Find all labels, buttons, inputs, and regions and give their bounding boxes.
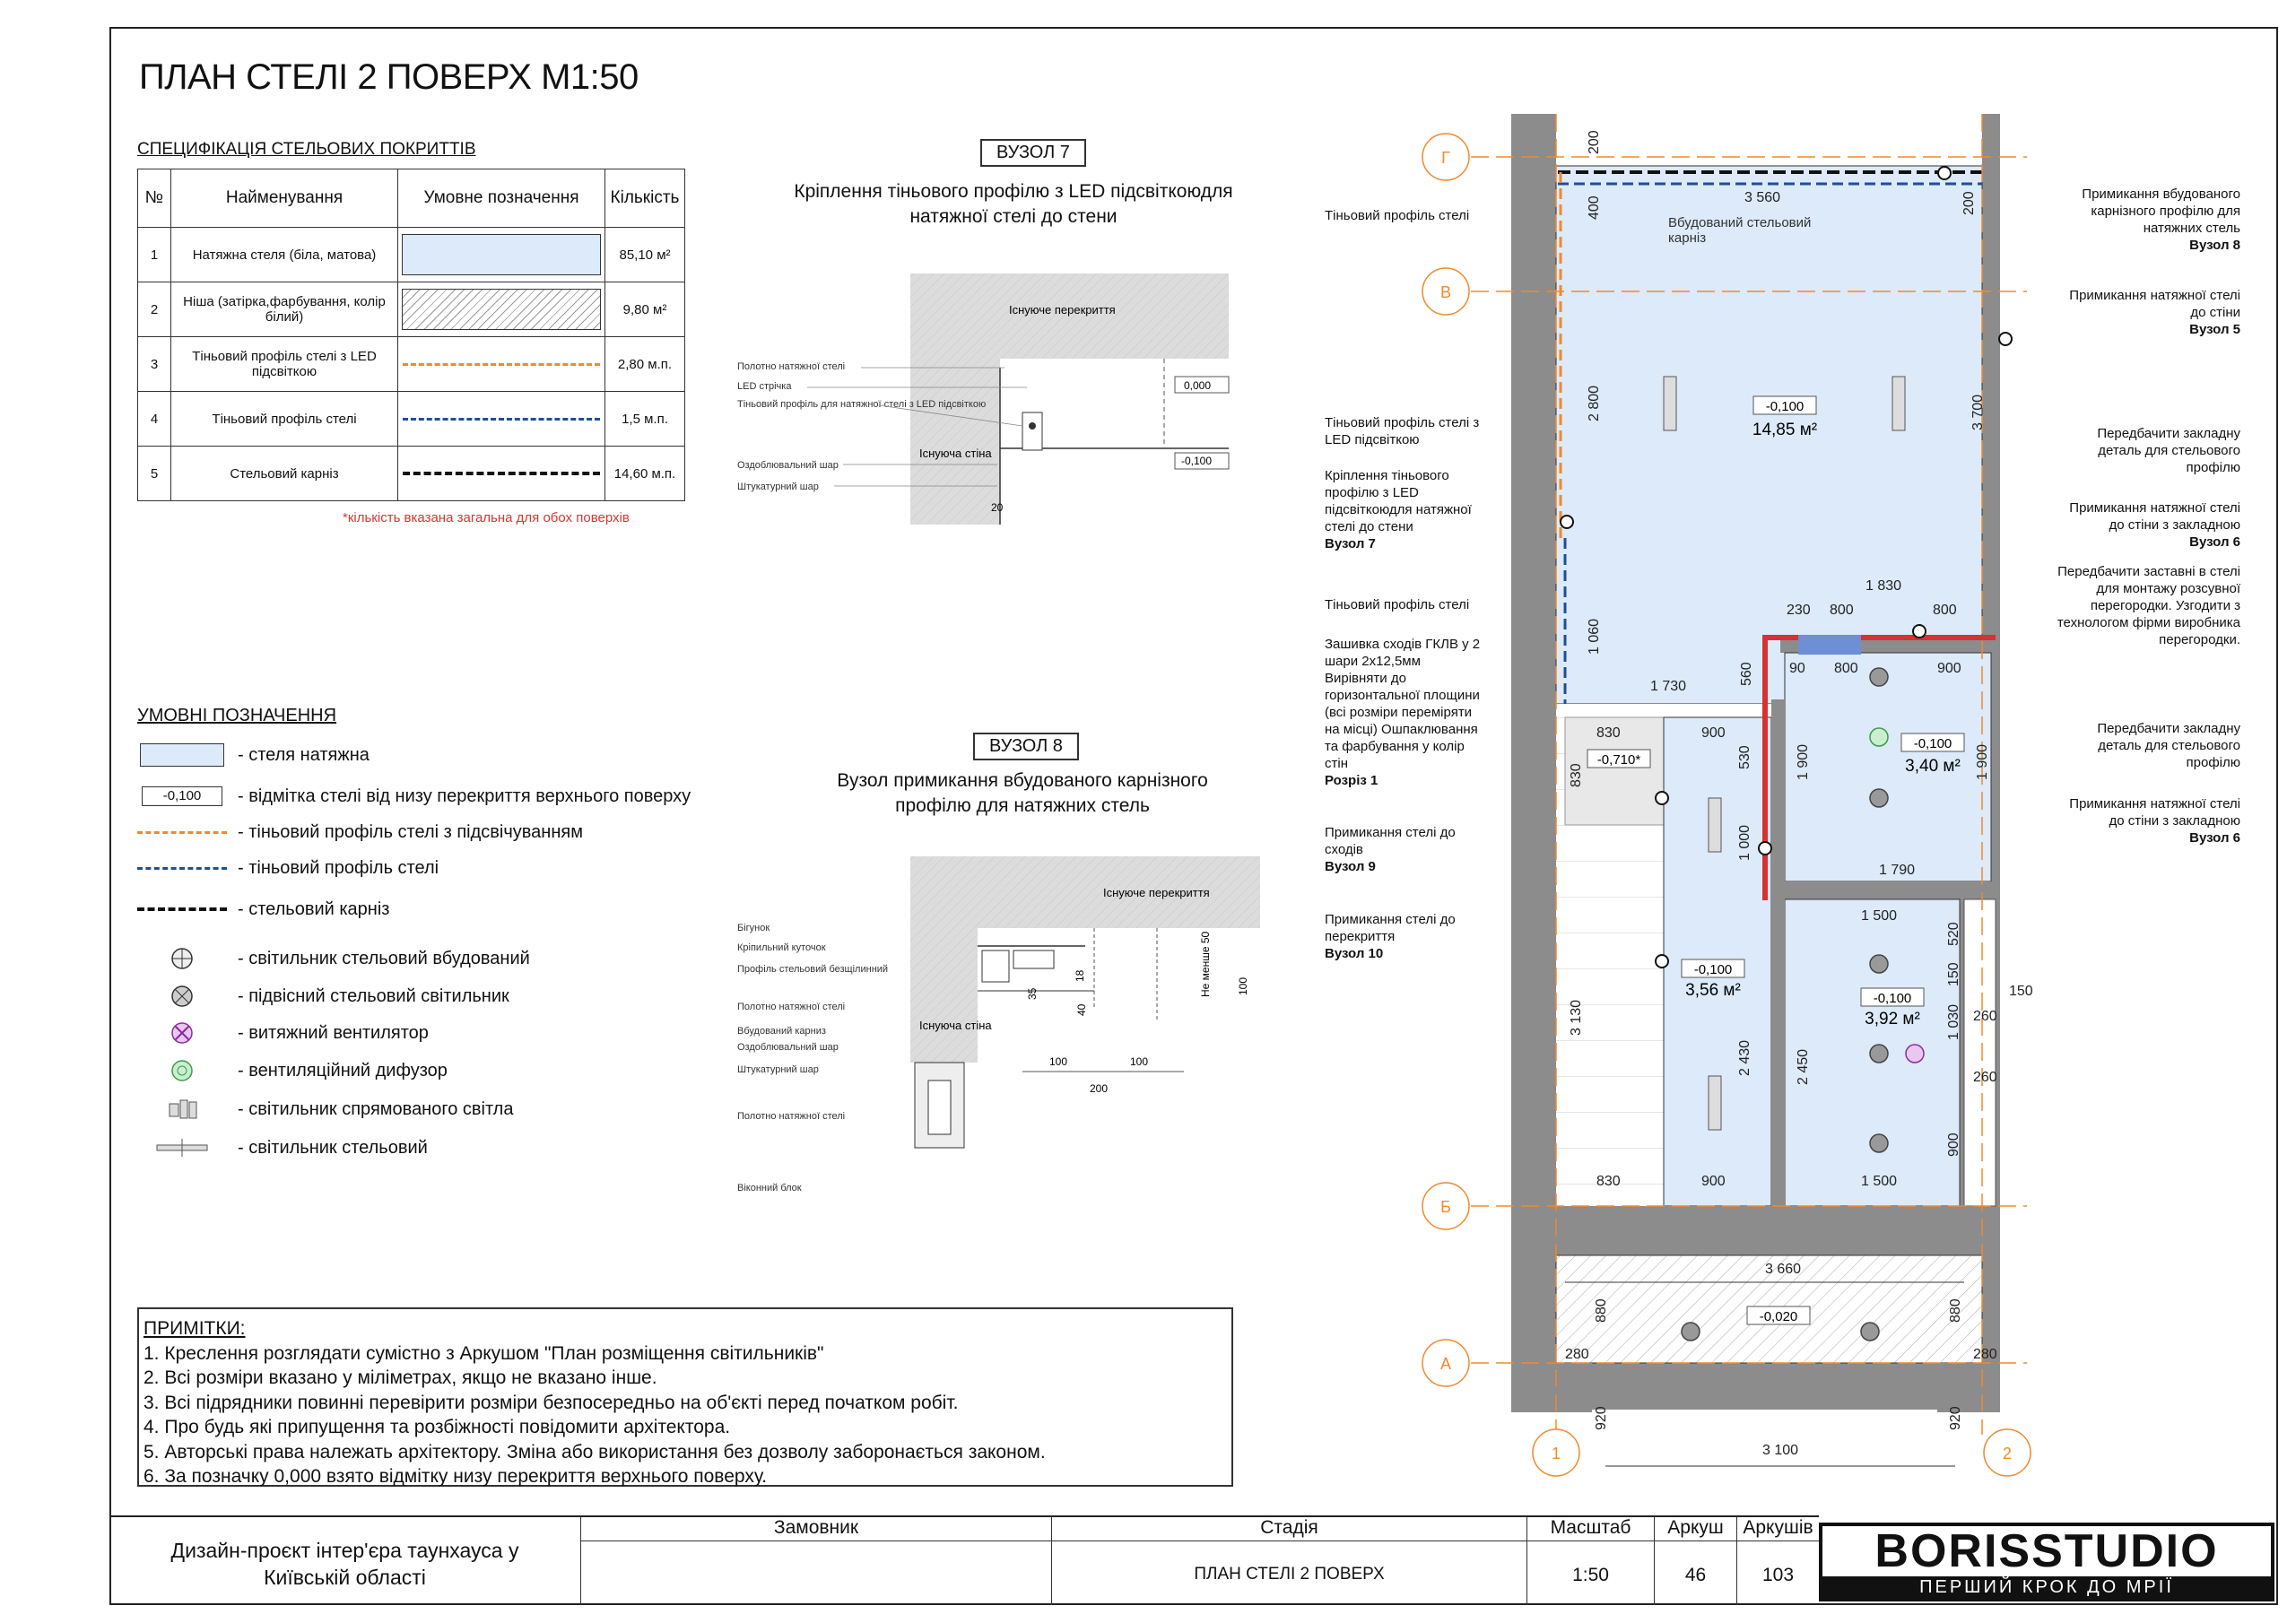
sheets-value: 103 [1761,1565,1795,1585]
dim: 880 [1594,1298,1609,1323]
room-level: -0,100 [1873,991,1912,1006]
dim: 400 [1587,195,1602,220]
logo-slogan: ПЕРШИЙ КРОК ДО МРІЇ [1919,1577,2174,1597]
dim: 830 [1569,763,1584,787]
plan-right-label: Передбачити заставні в стелі для монтажу розсувної перегородки. Узгодити з технологом фірми виробника перегородки. [2057,564,2240,647]
customer-label: Замовник [581,1517,1051,1541]
plan-right-label: Передбачити закладну деталь для стельового профілю [2097,721,2240,770]
dim: 260 [1973,1070,1997,1085]
dim: 3 560 [1744,190,1781,205]
node7-wall-label: Існуюча стіна [919,447,992,460]
spec-qty: 14,60 м.п. [605,447,685,501]
node7-level-1: -0,100 [1181,455,1213,467]
dim: 1 500 [1861,908,1898,924]
customer-cell [580,1517,1051,1605]
spec-qty: 2,80 м.п. [605,337,685,392]
dim: 900 [1946,1133,1961,1157]
node7-description: Кріплення тіньового профілю з LED підсвіткоюдля натяжної стелі до стени [794,181,1233,227]
stage-label: Стадія [1052,1517,1526,1541]
dim: 1 500 [1861,1174,1898,1189]
scale-cell [1526,1517,1654,1605]
legend-label: - світильник стельовий вбудований [238,948,530,968]
note-item: 1. Креслення розглядати сумістно з Аркушом "План розміщення світильників" [144,1342,824,1364]
legend-label: - тіньовий профіль стелі з підсвічуванням [238,821,583,842]
dim: 2 800 [1587,385,1602,421]
sheet-cell [1654,1517,1736,1605]
sheet-value: 46 [1684,1565,1707,1585]
dim: 3 660 [1765,1262,1802,1277]
node8-description: Вузол примикання вбудованого карнізного профілю для натяжних стель [837,770,1208,816]
dim: 150 [1946,962,1961,986]
dim: 900 [1701,1174,1726,1189]
cornice-label: Вбудований стельовий карніз [1668,215,1812,246]
plan-left-label: Кріплення тіньового профілю з LED підсвіткоюдля натяжної стелі до стени Вузол 7 [1325,468,1472,551]
room-area: 3,56 м² [1685,981,1741,1000]
node7-dim: 20 [991,501,1004,514]
spec-qty: 85,10 м² [605,228,685,282]
room-level: -0,020 [1759,1309,1798,1324]
dim: 800 [1830,603,1854,618]
node8-slab-label: Існуюче перекриття [1103,886,1210,899]
room-level: -0,100 [1693,962,1733,977]
note-item: 2. Всі розміри вказано у міліметрах, якщо не вказано інше. [144,1367,657,1388]
room-level: -0,710* [1596,752,1641,768]
node8-dim: 100 [1130,1055,1149,1068]
node8-label: Віконний блок [737,1183,802,1193]
plan-left-label: Тіньовий профіль стелі [1325,208,1470,223]
node7-label: Оздоблювальний шар [737,460,839,471]
title-block [109,1515,1819,1607]
legend-label: - тіньовий профіль стелі [238,857,439,878]
node8-label: Полотно натяжної стелі [737,1002,846,1012]
spec-name: Тіньовий профіль стелі з LED підсвіткою [171,337,398,392]
spec-num: 4 [138,392,171,447]
dim: 90 [1789,661,1805,676]
spec-num: 1 [138,228,171,282]
node8-wall-label: Існуюча стіна [919,1019,992,1032]
dim: 3 130 [1569,999,1584,1036]
axis-label: В [1439,283,1452,301]
node7-label: LED стрічка [737,381,792,392]
node8-dim: 100 [1049,1055,1068,1068]
dim: 1 790 [1879,863,1916,878]
dim: 1 000 [1737,824,1752,861]
spec-qty: 1,5 м.п. [605,392,685,447]
node7-label: Тіньовий профіль для натяжної стелі з LED підсвіткою [737,399,987,410]
plan-right-label: Примикання вбудованого карнізного профілю для натяжних стель Вузол 8 [2082,187,2240,253]
dim: 1 900 [1796,743,1811,780]
node8-label: Профіль стельовий безщілинний [737,964,889,975]
dim: 900 [1701,725,1726,741]
project-name: Дизайн-проєкт інтер'єра таунхауса у Київській області [170,1539,519,1589]
node8-label: Бігунок [737,923,770,933]
node8-dim: 18 [1074,969,1086,982]
plan-right-label: Передбачити закладну деталь для стельового профілю [2097,426,2240,475]
dim: 880 [1948,1298,1963,1323]
dim: 1 060 [1587,618,1602,655]
spec-name: Ніша (затірка,фарбування, колір білий) [171,282,398,337]
spec-name: Стельовий карніз [171,447,398,501]
dim: 800 [1933,603,1957,618]
dim: 1 730 [1650,679,1687,694]
axis-label: Б [1440,1198,1451,1216]
legend-label: - відмітка стелі від низу перекриття верхнього поверху [238,785,691,806]
plan-left-label: Тіньовий профіль стелі з LED підсвіткою [1325,415,1480,447]
plan-right-label: Примикання натяжної стелі до стіни з закладною Вузол 6 [2069,796,2240,846]
spec-header-num: № [138,169,171,228]
scale-label: Масштаб [1527,1517,1654,1541]
axis-label: 2 [2002,1445,2013,1462]
node7-label: Полотно натяжної стелі [737,361,846,372]
node8-dim: Не менше 50 [1199,931,1212,997]
room-level: -0,100 [1765,399,1805,414]
plan-right-label: Примикання натяжної стелі до стіни з закладною Вузол 6 [2069,500,2240,550]
spec-num: 2 [138,282,171,337]
axis-label: 1 [1551,1445,1561,1462]
sheets-cell [1736,1517,1819,1605]
sheets-label: Аркушів [1737,1517,1819,1541]
node8-label: Вбудований карниз [737,1026,826,1037]
node8-tag: ВУЗОЛ 8 [973,733,1079,760]
plan-right-label: Примикання натяжної стелі до стіни Вузол 5 [2069,288,2240,337]
node8-label: Кріпильний куточок [737,942,826,953]
dim: 280 [1565,1347,1589,1362]
note-item: 4. Про будь які припущення та розбіжності повідомити архітектора. [144,1417,731,1437]
room-area: 3,40 м² [1905,757,1961,776]
spec-title: СПЕЦИФІКАЦІЯ СТЕЛЬОВИХ ПОКРИТТІВ [137,140,476,159]
red-wall-strip [1762,640,1768,900]
room-area: 14,85 м² [1752,421,1818,439]
notes-title: ПРИМІТКИ: [144,1318,246,1339]
legend-label: - стеля натяжна [238,744,370,765]
studio-logo [1819,1523,2274,1601]
dim: 3 100 [1762,1443,1799,1458]
spec-name: Натяжна стеля (біла, матова) [171,228,398,282]
sheet-label: Аркуш [1655,1517,1736,1541]
dim: 920 [1594,1406,1609,1430]
diffuser-plan [1870,728,1888,746]
node7-slab-label: Існуюче перекриття [1009,303,1116,317]
axis-label: А [1439,1355,1452,1373]
legend-label: - витяжний вентилятор [238,1022,429,1043]
dim: 2 430 [1737,1039,1752,1076]
node8-label: Оздоблювальний шар [737,1042,839,1053]
dim: 520 [1946,922,1961,946]
dim: 560 [1739,662,1754,686]
page-title: ПЛАН СТЕЛІ 2 ПОВЕРХ М1:50 [139,57,639,97]
dim: 530 [1737,745,1752,769]
stage-cell [1051,1517,1526,1605]
dim: 830 [1596,1174,1621,1189]
node7-level-0: 0,000 [1184,379,1212,392]
node8-dim: 35 [1026,987,1039,1000]
stage-value: ПЛАН СТЕЛІ 2 ПОВЕРХ [1194,1565,1385,1584]
legend-title: УМОВНІ ПОЗНАЧЕННЯ [137,706,337,725]
node8-dim: 200 [1090,1082,1109,1095]
legend-label: - світильник спрямованого світла [238,1098,514,1119]
dim: 920 [1948,1406,1963,1430]
spec-num: 3 [138,337,171,392]
dim: 230 [1787,603,1811,618]
spec-qty: 9,80 м² [605,282,685,337]
node8-dim: 40 [1075,1003,1088,1016]
axis-label: Г [1441,149,1450,167]
plan-left-label: Зашивка сходів ГКЛВ у 2 шари 2х12,5мм Вирівняти до горизонтальної площини (всі розміри переміряти на місці) Ошпаклювання та фарбування у колір стін Розріз 1 [1325,637,1481,788]
dim: 200 [1587,130,1602,154]
node8-label: Штукатурний шар [737,1064,819,1075]
legend-label: - вентиляційний дифузор [238,1060,448,1081]
spec-header-name: Найменування [171,169,398,228]
node8-label: Полотно натяжної стелі [737,1111,846,1122]
spec-name: Тіньовий профіль стелі [171,392,398,447]
plan-left-label: Тіньовий профіль стелі [1325,597,1470,612]
dim: 1 830 [1866,578,1902,594]
dim: 1 030 [1946,1003,1961,1040]
dim: 800 [1834,661,1858,676]
dim: 260 [1973,1009,1997,1024]
dim: 200 [1961,191,1977,215]
spec-header-symbol: Умовне позначення [398,169,605,228]
spec-footnote: *кількість вказана загальна для обох поверхів [343,510,630,525]
room-area: 3,92 м² [1865,1010,1920,1028]
room-level: -0,100 [1913,736,1952,751]
scale-value: 1:50 [1572,1565,1609,1585]
legend-label: - підвісний стельовий світильник [238,985,509,1006]
dim: 150 [2009,984,2033,999]
node7-label: Штукатурний шар [737,482,819,492]
plan-left-label: Примикання стелі до сходів Вузол 9 [1325,825,1456,874]
legend-label: - стельовий карніз [238,898,390,919]
note-item: 6. За позначку 0,000 взято відмітку низу перекриття верхнього поверху. [144,1466,768,1487]
dim: 1 900 [1975,743,1990,780]
note-item: 3. Всі підрядники повинні перевірити розміри безпосередньо на об'єкті перед початком робіт. [144,1392,959,1413]
spec-header-qty: Кількість [605,169,685,228]
spec-num: 5 [138,447,171,501]
dim: 3 700 [1970,394,1986,430]
logo-text: BORISSTUDIO [1822,1526,2271,1576]
fan-plan [1906,1045,1924,1063]
node7-tag: ВУЗОЛ 7 [980,139,1086,167]
plan-left-label: Примикання стелі до перекриття Вузол 10 [1325,912,1456,961]
level-mark-icon: -0,100 [142,786,222,806]
note-item: 5. Авторські права належать архітектору. Зміна або використання без дозволу заборонається законом. [144,1441,1046,1462]
dim: 2 450 [1796,1048,1811,1085]
node8-dim: 100 [1237,976,1249,995]
dim: 280 [1973,1347,1997,1362]
legend-label: - світильник стельовий [238,1137,428,1158]
dim: 830 [1596,725,1621,741]
dim: 900 [1937,661,1961,676]
